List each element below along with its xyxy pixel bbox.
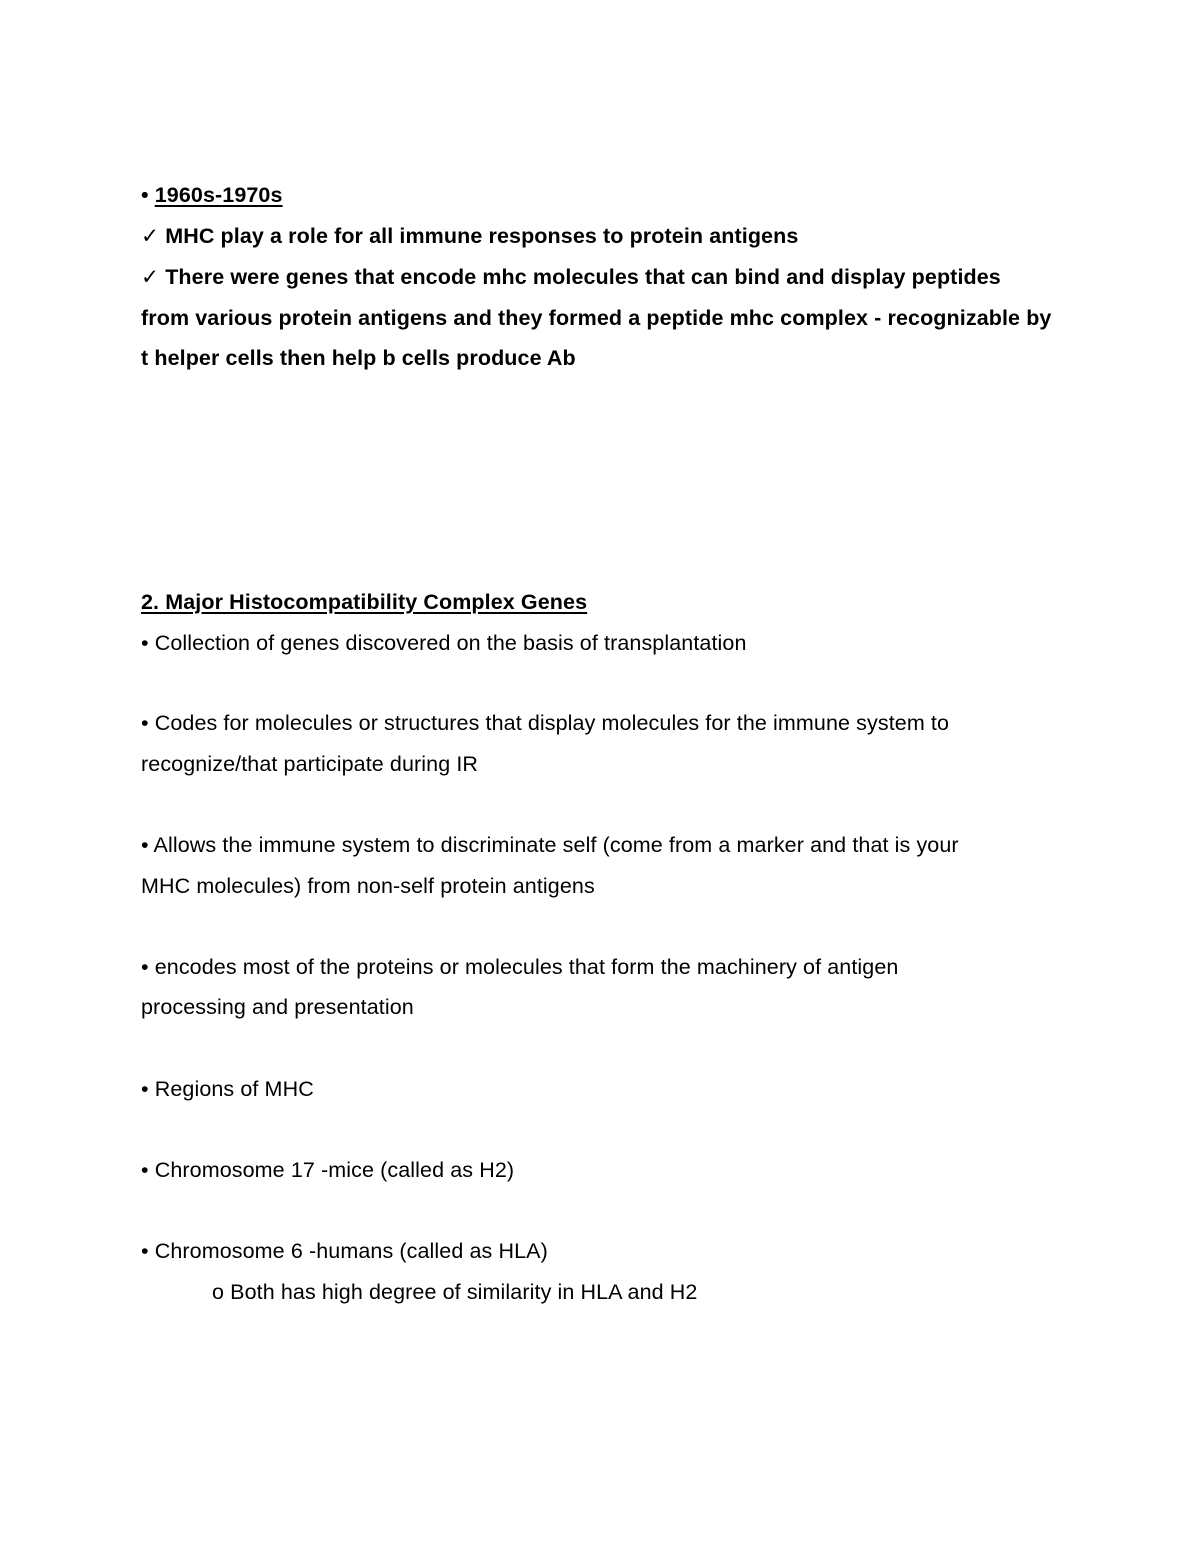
- list-item: • encodes most of the proteins or molecules that form the machinery of antigen: [141, 955, 899, 979]
- list-item: • Collection of genes discovered on the basis of transplantation: [141, 631, 747, 655]
- check-item: [141, 264, 1001, 290]
- section1-heading: 1960s-1970s: [154, 183, 283, 207]
- sub-list-item: o Both has high degree of similarity in HLA and H2: [212, 1280, 698, 1304]
- check-item-text: MHC play a role for all immune responses to protein antigens: [165, 224, 799, 248]
- check-item-continuation: from various protein antigens and they formed a peptide mhc complex - recognizable by: [141, 306, 1052, 330]
- list-item: • Regions of MHC: [141, 1077, 314, 1101]
- list-item: • Chromosome 6 -humans (called as HLA): [141, 1239, 548, 1263]
- list-item-continuation: processing and presentation: [141, 995, 414, 1019]
- check-icon: ✓: [141, 224, 160, 248]
- list-item: • Codes for molecules or structures that display molecules for the immune system to: [141, 711, 950, 735]
- check-item-text: There were genes that encode mhc molecules that can bind and display peptides: [165, 265, 1001, 289]
- section1-heading-line: [141, 182, 283, 208]
- list-item: • Chromosome 17 -mice (called as H2): [141, 1158, 515, 1182]
- bullet: •: [141, 183, 149, 207]
- list-item: • Allows the immune system to discriminate self (come from a marker and that is your: [141, 833, 959, 857]
- section2-heading: 2. Major Histocompatibility Complex Genes: [141, 590, 588, 614]
- check-item: [141, 223, 798, 249]
- check-item-continuation: t helper cells then help b cells produce Ab: [141, 346, 576, 370]
- list-item-continuation: MHC molecules) from non-self protein antigens: [141, 874, 595, 898]
- list-item-continuation: recognize/that participate during IR: [141, 752, 479, 776]
- check-icon: ✓: [141, 265, 160, 289]
